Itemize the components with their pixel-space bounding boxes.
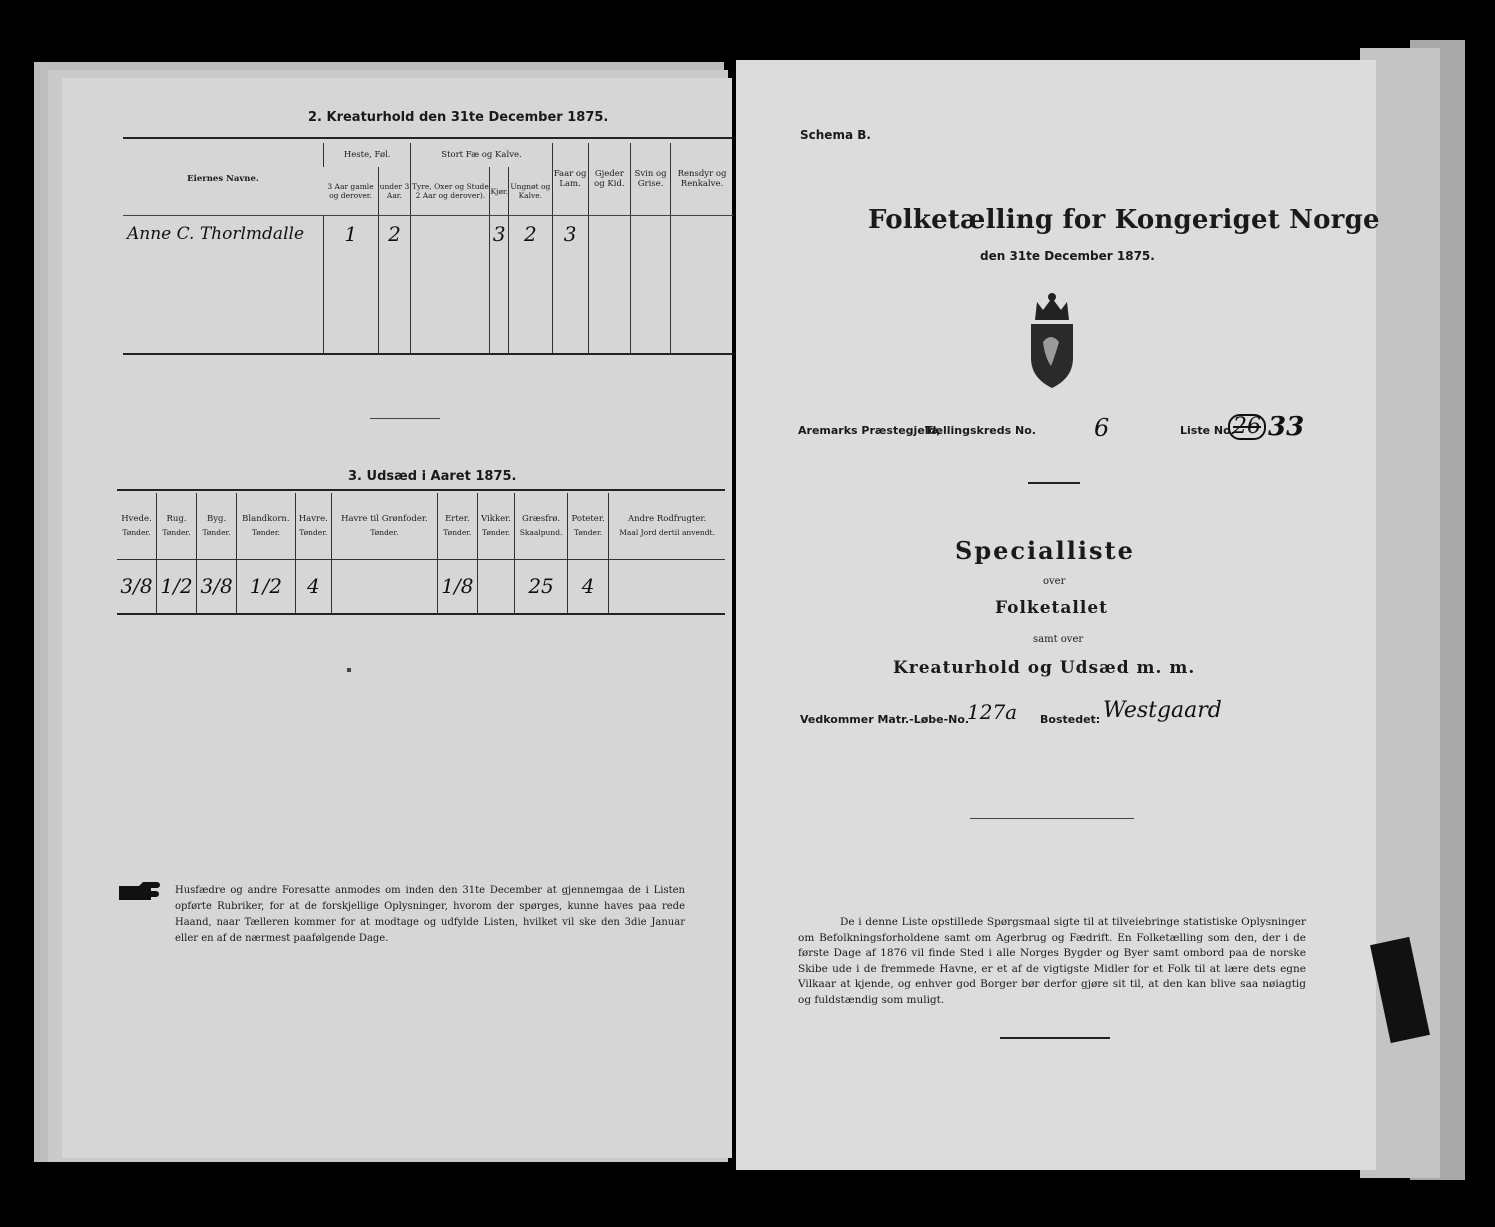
seed-column-header: [197, 493, 237, 559]
owner-name: Anne C. Thorlmdalle: [127, 224, 305, 245]
cell: 1: [324, 216, 379, 252]
specialliste-title: Specialliste: [955, 536, 1135, 565]
seed-value: 1/8: [437, 559, 477, 613]
liste-value: 33: [1268, 412, 1305, 442]
seed-column-unit: Tønder.: [251, 528, 280, 538]
bosted-label: Bostedet:: [1040, 713, 1101, 726]
document-date: den 31te December 1875.: [980, 249, 1155, 263]
col-stort-a: Tyre, Oxer og Stude 2 Aar og derover).: [411, 167, 490, 215]
seed-column-name: Poteter.: [571, 514, 605, 525]
seed-value: 25: [515, 559, 568, 613]
seed-column-unit: Tønder.: [481, 528, 511, 538]
seed-column-unit: Tønder.: [573, 528, 603, 538]
notice-text: Husfædre og andre Foresatte anmodes om inden den 31te December at gjennemgaa de i Listen opførte Rubriker, for at de forskjellige Oplysninger, hvorom der spørges, kunne haves paa rede Haand, naar Tælleren kommer for at modtage og udfylde Listen, hvilket vil ske den 3die Januar eller en af de nærmest paafølgende Dage.: [175, 885, 685, 944]
rule: [123, 215, 733, 216]
seed-column-header: [477, 493, 514, 559]
seed-column-unit: Tønder.: [370, 528, 399, 538]
cell: [671, 216, 734, 252]
matr-value: 127a: [967, 700, 1018, 724]
rule: [117, 613, 725, 615]
table-row: [123, 216, 733, 252]
matr-label: Vedkommer Matr.-Løbe-No.: [800, 713, 970, 726]
seed-value: 4: [295, 559, 331, 613]
rule: [123, 353, 733, 355]
livestock-table: [123, 143, 733, 353]
seed-column-header: [156, 493, 196, 559]
liste-value-struck: 26: [1228, 414, 1266, 440]
document-title: Folketælling for Kongeriget Norge: [868, 205, 1380, 235]
dot: [347, 668, 351, 672]
over-text: over: [1043, 576, 1066, 587]
col-heste: Heste, Føl.: [324, 143, 411, 167]
seed-value: [331, 559, 437, 613]
seed-value: 3/8: [197, 559, 237, 613]
seed-column-name: Andre Rodfrugter.: [628, 514, 707, 525]
col-gjeder: Gjeder og Kid.: [588, 143, 631, 216]
seed-column-name: Vikker.: [481, 514, 511, 525]
divider: [370, 418, 440, 419]
seed-column-name: Havre.: [298, 514, 328, 525]
krets-value: 6: [1094, 414, 1110, 442]
folketallet-text: Folketallet: [995, 598, 1108, 618]
col-heste-b: under 3 Aar.: [378, 167, 411, 215]
seed-column-name: Byg.: [206, 514, 227, 525]
seed-column-header: [237, 493, 296, 559]
seed-column-header: [331, 493, 437, 559]
samt-over-text: samt over: [1033, 634, 1084, 645]
seed-column-unit: Maal Jord dertil anvendt.: [619, 528, 715, 538]
col-owner: Eiernes Navne.: [187, 174, 259, 185]
col-stort: Stort Fæ og Kalve.: [411, 143, 552, 167]
rule: [117, 489, 725, 491]
seed-value: 3/8: [120, 574, 153, 599]
pointing-hand-icon: [117, 880, 163, 908]
divider: [970, 818, 1134, 819]
seed-column-header: [117, 493, 156, 559]
krets-label: Tællingskreds No.: [925, 424, 1036, 437]
seed-value: 4: [567, 559, 608, 613]
seed-column-header: [609, 493, 725, 559]
seed-column-unit: Tønder.: [202, 528, 231, 538]
seed-value: [477, 559, 514, 613]
section-2-title: 2. Kreaturhold den 31te December 1875.: [308, 110, 609, 125]
col-svin: Svin og Grise.: [631, 143, 671, 216]
table-row: [117, 559, 725, 613]
seed-column-header: [567, 493, 608, 559]
seed-value: [609, 559, 725, 613]
cell: [411, 216, 490, 252]
seed-column-unit: Skaalpund.: [519, 528, 563, 538]
prestegjeld-label: Aremarks Præstegjeld,: [798, 424, 941, 437]
col-stort-b: Kjør.: [490, 167, 509, 215]
bosted-value: Westgaard: [1103, 698, 1222, 723]
section-3-title: 3. Udsæd i Aaret 1875.: [348, 469, 517, 484]
seed-table: [117, 493, 725, 613]
explanatory-paragraph: De i denne Liste opstillede Spørgsmaal sigte til at tilveiebringe statistiske Oplysninger om Befolkningsforholdene samt om Agerbrug og Fædrift. En Folketælling som den, der i de første Dage af 1876 vil finde Sted i alle Norges Bygder og Byer samt ombord paa de norske Skibe ude i de fremmede Havne, er et af de vigtigste Midler for et Folk til at lære dets egne Vilkaar at kjende, og enhver god Borger bør derfor gjøre sit til, at den kan blive saa nøiagtig og fuldstændig som muligt.: [798, 916, 1306, 1006]
cell: 3: [490, 216, 509, 252]
table-row: [123, 252, 733, 353]
seed-column-header: [515, 493, 568, 559]
cell: [631, 216, 671, 252]
seed-column-name: Havre til Grønfoder.: [341, 514, 428, 525]
seed-column-name: Græsfrø.: [521, 514, 561, 525]
seed-value: 1/2: [237, 559, 296, 613]
cell: [588, 216, 631, 252]
seed-column-header: [437, 493, 477, 559]
divider: [1028, 482, 1080, 484]
rule: [123, 137, 733, 139]
cell: 2: [509, 216, 553, 252]
cell: 3: [552, 216, 588, 252]
liste-label: Liste No.: [1180, 424, 1235, 437]
seed-column-unit: Tønder.: [122, 528, 151, 538]
seed-value: 1/2: [156, 559, 196, 613]
cell: 2: [378, 216, 411, 252]
seed-column-name: Hvede.: [121, 514, 152, 525]
seed-column-name: Blandkorn.: [242, 514, 290, 525]
col-stort-c: Ungnøt og Kalve.: [509, 167, 553, 215]
seed-column-unit: Tønder.: [443, 528, 472, 538]
seed-column-unit: Tønder.: [162, 528, 191, 538]
seed-column-name: Erter.: [445, 514, 470, 525]
schema-label: Schema B.: [800, 128, 871, 142]
seed-column-header: [295, 493, 331, 559]
seed-column-unit: Tønder.: [299, 528, 328, 538]
col-rensdyr: Rensdyr og Renkalve.: [671, 143, 734, 216]
kreatur-title: Kreaturhold og Udsæd m. m.: [893, 658, 1196, 678]
divider: [1000, 1037, 1110, 1039]
coat-of-arms-icon: [1025, 292, 1079, 396]
col-heste-a: 3 Aar gamle og derover.: [327, 182, 374, 201]
col-faar: Faar og Lam.: [552, 143, 588, 216]
seed-column-name: Rug.: [166, 514, 187, 525]
